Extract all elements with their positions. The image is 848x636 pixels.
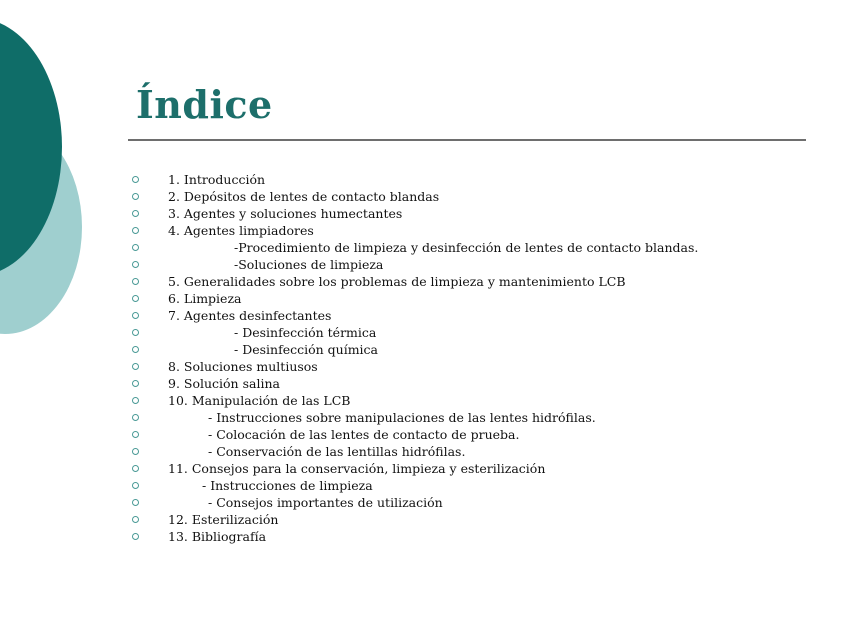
- toc-item: [128, 460, 818, 477]
- toc-item: [128, 528, 818, 545]
- circle-bullet-icon: [132, 448, 139, 455]
- toc-item-label: - Instrucciones sobre manipulaciones de las lentes hidrófilas.: [208, 410, 596, 425]
- title-divider: [128, 139, 806, 141]
- toc-item-label: 8. Soluciones multiusos: [168, 359, 318, 374]
- toc-item: [128, 171, 818, 188]
- circle-bullet-icon: [132, 261, 139, 268]
- circle-bullet-icon: [132, 244, 139, 251]
- toc-item: [128, 409, 818, 426]
- toc-item-label: 13. Bibliografía: [168, 529, 267, 544]
- toc-item: [128, 477, 818, 494]
- toc-item-label: 6. Limpieza: [168, 291, 242, 306]
- toc-item: [128, 392, 818, 409]
- circle-bullet-icon: [132, 227, 139, 234]
- toc-item: [128, 307, 818, 324]
- circle-bullet-icon: [132, 193, 139, 200]
- toc-item: [128, 290, 818, 307]
- toc-item: [128, 341, 818, 358]
- circle-bullet-icon: [132, 431, 139, 438]
- toc-item-label: - Desinfección térmica: [234, 325, 377, 340]
- toc-item-label: -Soluciones de limpieza: [234, 257, 384, 272]
- toc-item-label: 7. Agentes desinfectantes: [168, 308, 332, 323]
- toc-item: [128, 426, 818, 443]
- circle-bullet-icon: [132, 414, 139, 421]
- toc-item-label: - Desinfección química: [234, 342, 379, 357]
- toc-item-label: 5. Generalidades sobre los problemas de limpieza y mantenimiento LCB: [168, 274, 626, 289]
- toc-item-label: - Consejos importantes de utilización: [208, 495, 443, 510]
- toc-item: [128, 443, 818, 460]
- toc-item: [128, 273, 818, 290]
- circle-bullet-icon: [132, 312, 139, 319]
- toc-item-label: - Conservación de las lentillas hidrófilas.: [208, 444, 466, 459]
- toc-item-label: 12. Esterilización: [168, 512, 279, 527]
- toc-item-label: - Instrucciones de limpieza: [202, 478, 373, 493]
- toc-item: [128, 256, 818, 273]
- toc-item: [128, 222, 818, 239]
- toc-item: [128, 324, 818, 341]
- circle-bullet-icon: [132, 329, 139, 336]
- circle-bullet-icon: [132, 363, 139, 370]
- toc-item-label: 11. Consejos para la conservación, limpieza y esterilización: [168, 461, 546, 476]
- toc-item-label: 3. Agentes y soluciones humectantes: [168, 206, 403, 221]
- toc-item-label: -Procedimiento de limpieza y desinfección de lentes de contacto blandas.: [234, 240, 699, 255]
- toc-item-label: 9. Solución salina: [168, 376, 280, 391]
- circle-bullet-icon: [132, 346, 139, 353]
- circle-bullet-icon: [132, 380, 139, 387]
- toc-item: [128, 205, 818, 222]
- circle-bullet-icon: [132, 176, 139, 183]
- toc-item: [128, 239, 818, 256]
- circle-bullet-icon: [132, 482, 139, 489]
- toc-item-label: 2. Depósitos de lentes de contacto blandas: [168, 189, 440, 204]
- toc-item: [128, 511, 818, 528]
- toc-item: [128, 188, 818, 205]
- toc-item: [128, 494, 818, 511]
- circle-bullet-icon: [132, 465, 139, 472]
- circle-bullet-icon: [132, 295, 139, 302]
- toc-item-label: 1. Introducción: [168, 172, 266, 187]
- toc-item: [128, 375, 818, 392]
- circle-bullet-icon: [132, 278, 139, 285]
- circle-bullet-icon: [132, 210, 139, 217]
- toc-item-label: - Colocación de las lentes de contacto de prueba.: [208, 427, 520, 442]
- circle-bullet-icon: [132, 516, 139, 523]
- circle-bullet-icon: [132, 397, 139, 404]
- toc-item-label: 4. Agentes limpiadores: [168, 223, 314, 238]
- circle-bullet-icon: [132, 533, 139, 540]
- table-of-contents: [128, 171, 818, 545]
- toc-item-label: 10. Manipulación de las LCB: [168, 393, 351, 408]
- toc-item: [128, 358, 818, 375]
- circle-bullet-icon: [132, 499, 139, 506]
- slide-title: Índice: [136, 82, 273, 127]
